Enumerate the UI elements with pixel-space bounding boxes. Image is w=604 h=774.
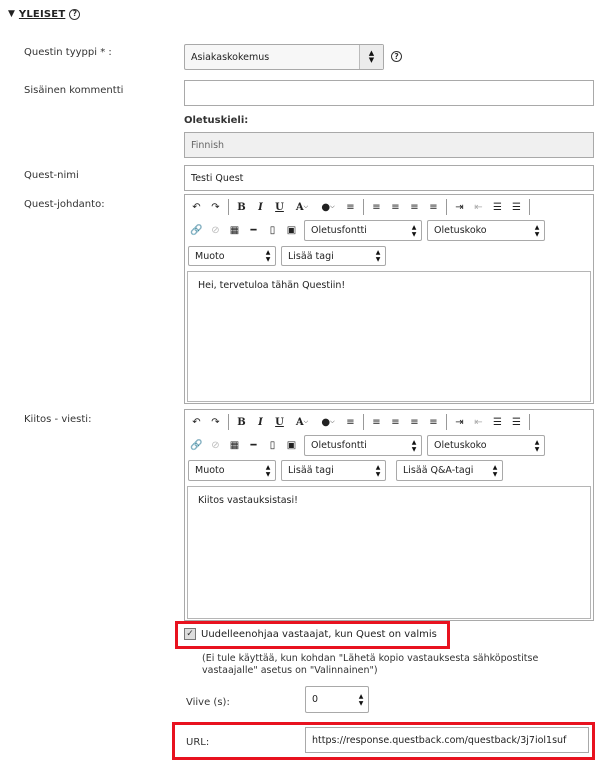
url-label: URL: <box>186 737 210 748</box>
default-language-label: Oletuskieli: <box>184 115 249 126</box>
tag-value: Lisää tagi <box>288 250 334 262</box>
redirect-checkbox[interactable]: ✓ <box>184 628 196 640</box>
bullet-list-icon[interactable]: ☰ <box>512 201 521 213</box>
horizontal-rule-icon[interactable]: ━ <box>250 440 257 451</box>
outdent-icon[interactable]: ⇤ <box>474 201 483 213</box>
quest-name-input[interactable]: Testi Quest <box>184 165 594 191</box>
font-family-select[interactable] <box>304 220 422 241</box>
select-arrows-icon: ▲ ▼ <box>411 438 417 453</box>
image-icon[interactable]: ▣ <box>286 440 297 451</box>
url-input[interactable]: https://response.questback.com/questback/3j7iol1suf <box>305 727 589 753</box>
tag-value: Lisää tagi <box>288 465 334 476</box>
undo-icon[interactable]: ↶ <box>192 201 201 213</box>
toolbar-divider <box>228 414 229 430</box>
source-icon[interactable]: ▯ <box>269 440 276 451</box>
select-arrows-icon: ▲ ▼ <box>375 249 381 263</box>
collapse-toggle-icon[interactable]: ▼ <box>8 9 15 19</box>
section-title[interactable]: YLEISET <box>18 8 66 20</box>
delay-value: 0 <box>312 694 319 705</box>
thanks-message-label: Kiitos - viesti: <box>24 414 92 425</box>
quest-type-select[interactable] <box>184 44 384 70</box>
table-icon[interactable]: ▦ <box>229 225 240 236</box>
outdent-icon[interactable]: ⇤ <box>474 416 483 428</box>
font-size-value: Oletuskoko <box>434 225 487 236</box>
section-header[interactable] <box>8 6 80 22</box>
format-select[interactable] <box>188 246 276 266</box>
bold-icon[interactable]: B <box>237 201 246 213</box>
toolbar-divider <box>446 199 447 215</box>
format-value: Muoto <box>195 465 225 476</box>
delay-stepper[interactable] <box>305 686 369 713</box>
select-arrows-icon: ▲ ▼ <box>534 438 540 453</box>
undo-icon[interactable]: ↶ <box>192 416 201 428</box>
select-arrows-icon: ▲ ▼ <box>411 223 417 238</box>
background-color-icon[interactable]: ● ⌵ <box>321 201 335 213</box>
qa-tag-select[interactable] <box>396 460 503 481</box>
redirect-checkbox-row[interactable] <box>184 628 437 640</box>
remove-format-icon[interactable]: ≡ <box>346 416 355 428</box>
editor-toolbar-row-2 <box>187 220 545 241</box>
help-icon[interactable]: ? <box>69 9 80 20</box>
quest-type-value: Asiakaskokemus <box>191 51 270 63</box>
text-color-icon[interactable]: A ⌵ <box>295 416 309 428</box>
bold-icon[interactable]: B <box>237 416 246 428</box>
stepper-arrows-icon[interactable]: ▲ ▼ <box>358 692 364 707</box>
editor-toolbar-row-2 <box>187 435 545 456</box>
font-family-value: Oletusfontti <box>311 440 367 451</box>
select-arrows-icon: ▲ ▼ <box>265 463 271 478</box>
font-size-select[interactable] <box>427 435 545 456</box>
toolbar-divider <box>363 414 364 430</box>
italic-icon[interactable]: I <box>258 416 263 428</box>
unlink-icon[interactable]: ⊘ <box>211 225 220 236</box>
source-icon[interactable]: ▯ <box>269 225 276 236</box>
editor-toolbar-row-1 <box>187 199 533 215</box>
select-arrows-icon: ▲ ▼ <box>265 249 271 263</box>
numbered-list-icon[interactable]: ☰ <box>493 416 502 428</box>
horizontal-rule-icon[interactable]: ━ <box>250 225 257 236</box>
format-value: Muoto <box>195 250 225 262</box>
background-color-icon[interactable]: ● ⌵ <box>321 416 335 428</box>
numbered-list-icon[interactable]: ☰ <box>493 201 502 213</box>
tag-select[interactable] <box>281 246 386 266</box>
editor-toolbar-row-1 <box>187 414 533 430</box>
redo-icon[interactable]: ↷ <box>211 201 220 213</box>
default-language-field: Finnish <box>184 132 594 158</box>
bullet-list-icon[interactable]: ☰ <box>512 416 521 428</box>
indent-icon[interactable]: ⇥ <box>455 201 464 213</box>
toolbar-divider <box>529 199 530 215</box>
font-family-select[interactable] <box>304 435 422 456</box>
qa-tag-value: Lisää Q&A-tagi <box>403 465 474 476</box>
underline-icon[interactable]: U <box>275 416 284 428</box>
align-center-icon[interactable]: ≡ <box>391 416 400 428</box>
toolbar-divider <box>446 414 447 430</box>
delay-label: Viive (s): <box>186 697 230 708</box>
indent-icon[interactable]: ⇥ <box>455 416 464 428</box>
align-justify-icon[interactable]: ≡ <box>429 201 438 213</box>
quest-type-label: Questin tyyppi * : <box>24 47 112 58</box>
select-arrows-icon: ▲ ▼ <box>375 463 381 478</box>
font-family-value: Oletusfontti <box>311 225 367 236</box>
quest-intro-content[interactable]: Hei, tervetuloa tähän Questiin! <box>187 271 591 402</box>
align-justify-icon[interactable]: ≡ <box>429 416 438 428</box>
toolbar-divider <box>529 414 530 430</box>
align-right-icon[interactable]: ≡ <box>410 201 419 213</box>
table-icon[interactable]: ▦ <box>229 440 240 451</box>
align-center-icon[interactable]: ≡ <box>391 201 400 213</box>
font-size-select[interactable] <box>427 220 545 241</box>
toolbar-divider <box>228 199 229 215</box>
thanks-message-content[interactable]: Kiitos vastauksistasi! <box>187 486 591 619</box>
align-left-icon[interactable]: ≡ <box>372 416 381 428</box>
thanks-message-editor[interactable] <box>184 409 594 621</box>
underline-icon[interactable]: U <box>275 201 284 213</box>
internal-comment-label: Sisäinen kommentti <box>24 85 124 96</box>
redirect-note-line-2: vastaajalle" asetus on "Valinnainen") <box>202 665 378 676</box>
image-icon[interactable]: ▣ <box>286 225 297 236</box>
redirect-checkbox-label: Uudelleenohjaa vastaajat, kun Quest on valmis <box>201 628 437 640</box>
editor-toolbar-row-3 <box>188 246 386 266</box>
remove-format-icon[interactable]: ≡ <box>346 201 355 213</box>
select-arrows-icon: ▲ ▼ <box>534 223 540 238</box>
redo-icon[interactable]: ↷ <box>211 416 220 428</box>
toolbar-divider <box>363 199 364 215</box>
quest-type-help-icon[interactable]: ? <box>391 51 402 62</box>
quest-intro-editor[interactable] <box>184 194 594 404</box>
quest-intro-label: Quest-johdanto: <box>24 199 105 210</box>
unlink-icon[interactable]: ⊘ <box>211 440 220 451</box>
format-select[interactable] <box>188 460 276 481</box>
editor-toolbar-row-3 <box>188 460 503 481</box>
select-arrows-icon: ▲ ▼ <box>492 463 498 478</box>
internal-comment-input[interactable] <box>184 80 594 106</box>
link-icon[interactable]: 🔗 <box>190 225 203 236</box>
link-icon[interactable]: 🔗 <box>190 440 203 451</box>
text-color-icon[interactable]: A ⌵ <box>295 201 309 213</box>
quest-name-label: Quest-nimi <box>24 170 79 181</box>
italic-icon[interactable]: I <box>258 201 263 213</box>
tag-select[interactable] <box>281 460 386 481</box>
font-size-value: Oletuskoko <box>434 440 487 451</box>
align-left-icon[interactable]: ≡ <box>372 201 381 213</box>
select-arrows-icon: ▲ ▼ <box>359 45 383 69</box>
redirect-note-line-1: (Ei tule käyttää, kun kohdan "Lähetä kopio vastauksesta sähköpostitse <box>202 653 539 664</box>
align-right-icon[interactable]: ≡ <box>410 416 419 428</box>
